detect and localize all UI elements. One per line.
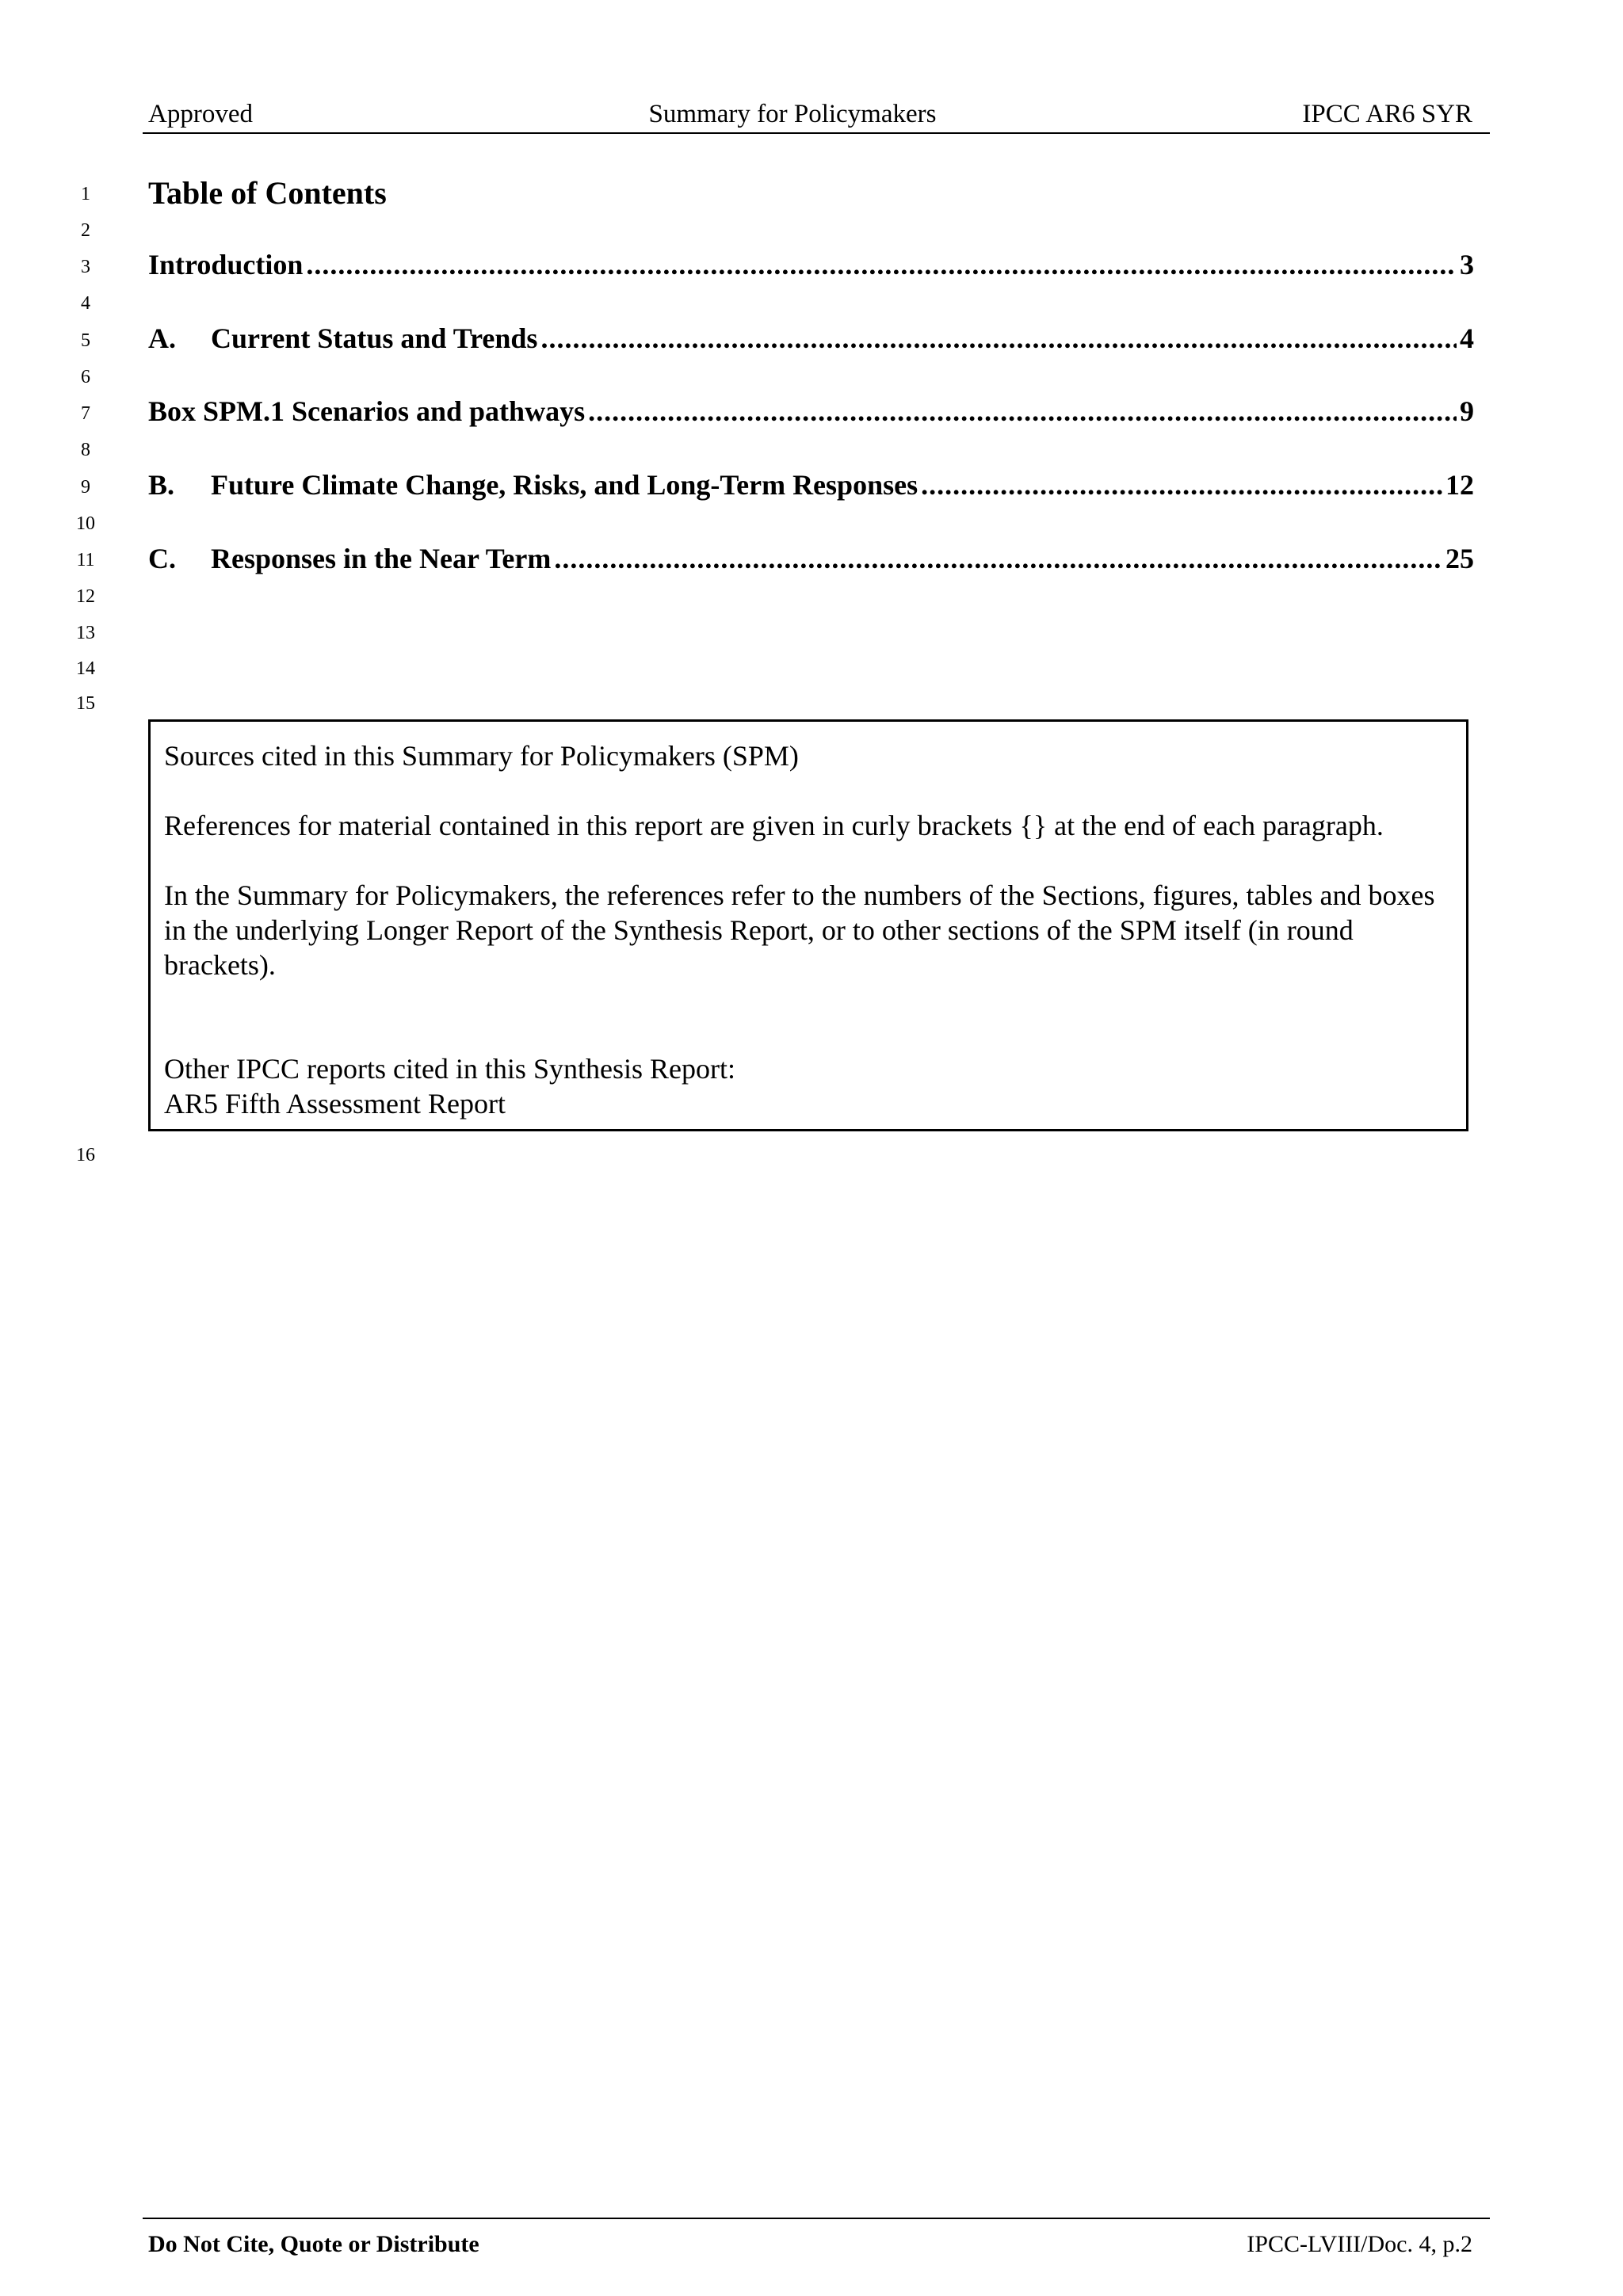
header-report-name: IPCC AR6 SYR [1302,100,1472,128]
toc-entry-label: Introduction [148,249,304,280]
sources-box-heading: Sources cited in this Summary for Policymakers (SPM) [164,740,799,772]
line-number: 5 [81,330,90,351]
footer-notice: Do Not Cite, Quote or Distribute [148,2231,479,2257]
toc-dot-leader [306,247,1457,282]
toc-title: Table of Contents [148,175,387,211]
line-number: 10 [76,513,95,534]
toc-entry-label: Current Status and Trends [211,322,538,354]
line-number: 2 [81,220,90,241]
other-reports-heading: Other IPCC reports cited in this Synthesis Report: [164,1053,735,1085]
toc-entry-section-b[interactable] [148,467,1474,502]
sources-box-paragraph: References for material contained in this report are given in curly brackets {} at the end of each paragraph. [164,810,1384,841]
header-section-title: Summary for Policymakers [648,100,937,128]
footer-divider [143,2218,1490,2219]
line-number: 11 [76,550,95,570]
toc-entry-introduction[interactable] [148,247,1474,282]
line-number: 7 [81,403,90,424]
toc-entry-box-spm1[interactable] [148,394,1474,429]
line-number: 14 [76,658,95,679]
line-number: 12 [76,586,95,607]
toc-dot-leader [588,394,1457,429]
toc-entry-page: 4 [1460,322,1474,354]
line-number: 6 [81,367,90,387]
toc-entry-label: Box SPM.1 Scenarios and pathways [148,395,586,427]
toc-entry-label: Future Climate Change, Risks, and Long-Term Responses [211,469,918,501]
line-number: 16 [76,1145,95,1165]
line-number: 13 [76,623,95,643]
header-divider [143,132,1490,134]
footer-doc-reference: IPCC-LVIII/Doc. 4, p.2 [1247,2231,1472,2257]
toc-entry-letter: B. [148,469,175,501]
toc-entry-page: 25 [1445,543,1474,574]
line-number: 9 [81,477,90,498]
line-number: 8 [81,440,90,460]
line-number: 1 [81,184,90,204]
toc-entry-section-c[interactable] [148,541,1474,576]
toc-entry-label: Responses in the Near Term [211,543,552,574]
line-number: 4 [81,293,90,314]
other-reports-item: AR5 Fifth Assessment Report [164,1088,506,1119]
toc-dot-leader [921,467,1442,502]
toc-entry-page: 9 [1460,395,1474,427]
toc-entry-page: 3 [1460,249,1474,280]
header-status: Approved [148,100,253,128]
line-number: 3 [81,257,90,277]
line-number: 15 [76,693,95,714]
toc-dot-leader [554,541,1442,576]
toc-dot-leader [540,321,1457,356]
sources-box-paragraph: In the Summary for Policymakers, the references refer to the numbers of the Sections, figures, tables and boxes in the underlying Longer Report of the Synthesis Report, or to other sections of the SPM itself (in round brackets). [164,879,1435,981]
toc-entry-letter: C. [148,543,176,574]
toc-entry-letter: A. [148,322,176,354]
toc-entry-page: 12 [1445,469,1474,501]
toc-entry-section-a[interactable] [148,321,1474,356]
